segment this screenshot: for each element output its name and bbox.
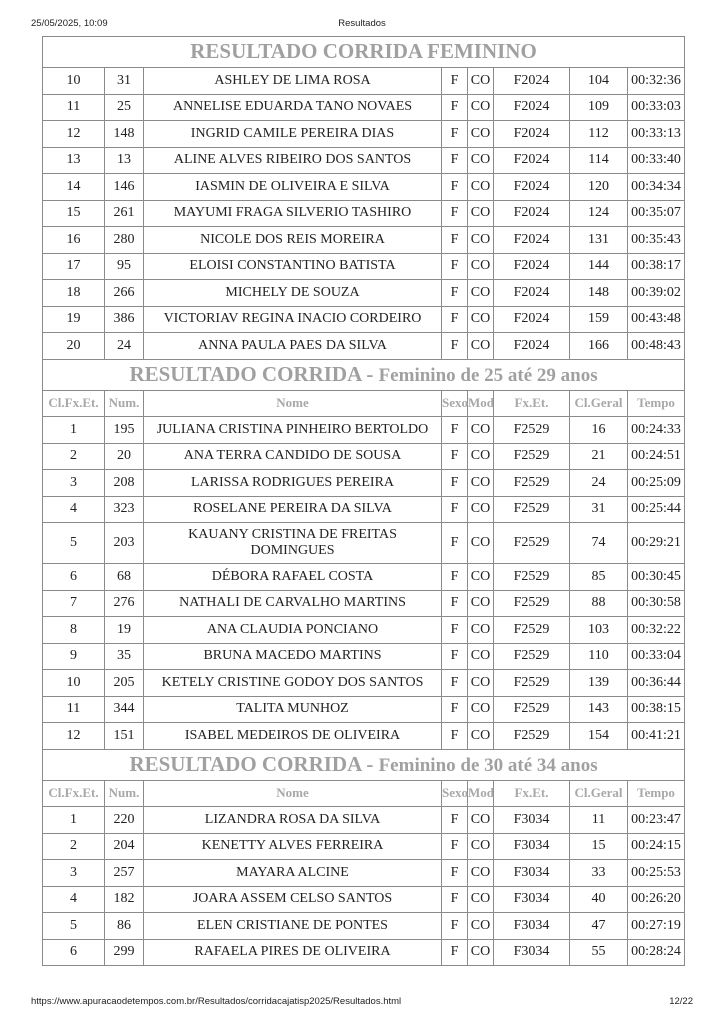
bib-cell: 205 <box>105 670 144 697</box>
column-header: Nome <box>144 780 442 807</box>
age-group-cell: F2529 <box>494 723 570 750</box>
name-cell: RAFAELA PIRES DE OLIVEIRA <box>144 939 442 966</box>
print-page-number: 12/22 <box>669 996 693 1007</box>
rank-cell: 6 <box>43 939 105 966</box>
name-cell: ELOISI CONSTANTINO BATISTA <box>144 253 442 280</box>
overall-rank-cell: 124 <box>570 200 628 227</box>
name-cell: LARISSA RODRIGUES PEREIRA <box>144 470 442 497</box>
time-cell: 00:30:58 <box>628 590 685 617</box>
time-cell: 00:25:53 <box>628 860 685 887</box>
print-url: https://www.apuracaodetempos.com.br/Resultados/corridacajatisp2025/Resultados.html <box>31 996 402 1007</box>
sex-cell: F <box>442 121 468 148</box>
age-group-cell: F3034 <box>494 807 570 834</box>
overall-rank-cell: 85 <box>570 564 628 591</box>
sex-cell: F <box>442 670 468 697</box>
bib-cell: 68 <box>105 564 144 591</box>
time-cell: 00:25:44 <box>628 496 685 523</box>
section-title-main: RESULTADO CORRIDA - <box>129 751 379 776</box>
overall-rank-cell: 24 <box>570 470 628 497</box>
mod-cell: CO <box>468 860 494 887</box>
name-cell: ASHLEY DE LIMA ROSA <box>144 68 442 95</box>
sex-cell: F <box>442 280 468 307</box>
age-group-cell: F2529 <box>494 417 570 444</box>
time-cell: 00:41:21 <box>628 723 685 750</box>
time-cell: 00:35:07 <box>628 200 685 227</box>
column-header: Fx.Et. <box>494 780 570 807</box>
mod-cell: CO <box>468 306 494 333</box>
mod-cell: CO <box>468 670 494 697</box>
bib-cell: 95 <box>105 253 144 280</box>
rank-cell: 9 <box>43 643 105 670</box>
age-group-cell: F2024 <box>494 227 570 254</box>
column-header: Sexo <box>442 780 468 807</box>
name-cell: NICOLE DOS REIS MOREIRA <box>144 227 442 254</box>
age-group-cell: F2529 <box>494 643 570 670</box>
overall-rank-cell: 166 <box>570 333 628 360</box>
rank-cell: 4 <box>43 886 105 913</box>
mod-cell: CO <box>468 833 494 860</box>
name-cell: INGRID CAMILE PEREIRA DIAS <box>144 121 442 148</box>
time-cell: 00:26:20 <box>628 886 685 913</box>
name-cell: ANNA PAULA PAES DA SILVA <box>144 333 442 360</box>
table-row <box>43 147 685 174</box>
name-cell: ROSELANE PEREIRA DA SILVA <box>144 496 442 523</box>
age-group-cell: F2024 <box>494 306 570 333</box>
column-header: Num. <box>105 390 144 417</box>
section-title-row <box>43 37 685 68</box>
bib-cell: 146 <box>105 174 144 201</box>
rank-cell: 10 <box>43 68 105 95</box>
bib-cell: 13 <box>105 147 144 174</box>
print-page-title: Resultados <box>338 18 386 29</box>
sex-cell: F <box>442 174 468 201</box>
age-group-cell: F2529 <box>494 470 570 497</box>
sex-cell: F <box>442 590 468 617</box>
age-group-cell: F2024 <box>494 174 570 201</box>
mod-cell: CO <box>468 333 494 360</box>
age-group-cell: F3034 <box>494 886 570 913</box>
time-cell: 00:27:19 <box>628 913 685 940</box>
bib-cell: 24 <box>105 333 144 360</box>
mod-cell: CO <box>468 443 494 470</box>
sex-cell: F <box>442 227 468 254</box>
table-row <box>43 496 685 523</box>
time-cell: 00:28:24 <box>628 939 685 966</box>
sex-cell: F <box>442 470 468 497</box>
name-cell: LIZANDRA ROSA DA SILVA <box>144 807 442 834</box>
time-cell: 00:48:43 <box>628 333 685 360</box>
overall-rank-cell: 103 <box>570 617 628 644</box>
bib-cell: 20 <box>105 443 144 470</box>
column-header: Tempo <box>628 780 685 807</box>
overall-rank-cell: 154 <box>570 723 628 750</box>
table-row <box>43 696 685 723</box>
overall-rank-cell: 21 <box>570 443 628 470</box>
table-row <box>43 470 685 497</box>
column-header: Num. <box>105 780 144 807</box>
sex-cell: F <box>442 417 468 444</box>
name-cell: VICTORIAV REGINA INACIO CORDEIRO <box>144 306 442 333</box>
age-group-cell: F2529 <box>494 523 570 564</box>
time-cell: 00:33:03 <box>628 94 685 121</box>
bib-cell: 276 <box>105 590 144 617</box>
bib-cell: 280 <box>105 227 144 254</box>
bib-cell: 86 <box>105 913 144 940</box>
sex-cell: F <box>442 886 468 913</box>
overall-rank-cell: 16 <box>570 417 628 444</box>
mod-cell: CO <box>468 470 494 497</box>
column-header: Cl.Geral <box>570 390 628 417</box>
overall-rank-cell: 139 <box>570 670 628 697</box>
column-header: Fx.Et. <box>494 390 570 417</box>
table-row <box>43 174 685 201</box>
mod-cell: CO <box>468 200 494 227</box>
column-header: Cl.Fx.Et. <box>43 390 105 417</box>
mod-cell: CO <box>468 523 494 564</box>
sex-cell: F <box>442 496 468 523</box>
sex-cell: F <box>442 94 468 121</box>
table-row <box>43 227 685 254</box>
table-row <box>43 94 685 121</box>
age-group-cell: F2024 <box>494 68 570 95</box>
mod-cell: CO <box>468 807 494 834</box>
bib-cell: 19 <box>105 617 144 644</box>
bib-cell: 323 <box>105 496 144 523</box>
time-cell: 00:33:13 <box>628 121 685 148</box>
name-cell: BRUNA MACEDO MARTINS <box>144 643 442 670</box>
table-row <box>43 590 685 617</box>
sex-cell: F <box>442 253 468 280</box>
rank-cell: 7 <box>43 590 105 617</box>
column-header-row <box>43 780 685 807</box>
overall-rank-cell: 40 <box>570 886 628 913</box>
overall-rank-cell: 159 <box>570 306 628 333</box>
sex-cell: F <box>442 833 468 860</box>
mod-cell: CO <box>468 913 494 940</box>
mod-cell: CO <box>468 886 494 913</box>
rank-cell: 6 <box>43 564 105 591</box>
time-cell: 00:24:51 <box>628 443 685 470</box>
rank-cell: 20 <box>43 333 105 360</box>
mod-cell: CO <box>468 147 494 174</box>
rank-cell: 5 <box>43 523 105 564</box>
rank-cell: 1 <box>43 807 105 834</box>
time-cell: 00:38:15 <box>628 696 685 723</box>
time-cell: 00:30:45 <box>628 564 685 591</box>
time-cell: 00:38:17 <box>628 253 685 280</box>
overall-rank-cell: 33 <box>570 860 628 887</box>
time-cell: 00:29:21 <box>628 523 685 564</box>
sex-cell: F <box>442 617 468 644</box>
table-row <box>43 121 685 148</box>
name-cell: MAYARA ALCINE <box>144 860 442 887</box>
overall-rank-cell: 143 <box>570 696 628 723</box>
table-row <box>43 670 685 697</box>
bib-cell: 299 <box>105 939 144 966</box>
bib-cell: 344 <box>105 696 144 723</box>
age-group-cell: F2529 <box>494 696 570 723</box>
column-header: Mod <box>468 780 494 807</box>
time-cell: 00:43:48 <box>628 306 685 333</box>
rank-cell: 17 <box>43 253 105 280</box>
table-row <box>43 564 685 591</box>
rank-cell: 11 <box>43 94 105 121</box>
name-cell: KENETTY ALVES FERREIRA <box>144 833 442 860</box>
table-row <box>43 723 685 750</box>
overall-rank-cell: 112 <box>570 121 628 148</box>
name-cell: ELEN CRISTIANE DE PONTES <box>144 913 442 940</box>
section-title-main: RESULTADO CORRIDA FEMININO <box>190 39 537 63</box>
table-row <box>43 523 685 564</box>
results-table <box>42 36 685 966</box>
column-header-row <box>43 390 685 417</box>
section-title-row <box>43 749 685 780</box>
time-cell: 00:32:22 <box>628 617 685 644</box>
name-cell: ANNELISE EDUARDA TANO NOVAES <box>144 94 442 121</box>
table-row <box>43 443 685 470</box>
rank-cell: 3 <box>43 470 105 497</box>
name-cell: ANA TERRA CANDIDO DE SOUSA <box>144 443 442 470</box>
sex-cell: F <box>442 68 468 95</box>
table-row <box>43 913 685 940</box>
age-group-cell: F2529 <box>494 564 570 591</box>
overall-rank-cell: 31 <box>570 496 628 523</box>
time-cell: 00:24:15 <box>628 833 685 860</box>
age-group-cell: F3034 <box>494 833 570 860</box>
time-cell: 00:32:36 <box>628 68 685 95</box>
age-group-cell: F3034 <box>494 939 570 966</box>
name-cell: ISABEL MEDEIROS DE OLIVEIRA <box>144 723 442 750</box>
time-cell: 00:33:04 <box>628 643 685 670</box>
table-row <box>43 200 685 227</box>
column-header: Tempo <box>628 390 685 417</box>
sex-cell: F <box>442 306 468 333</box>
section-title-category: Feminino de 30 até 34 anos <box>378 754 598 776</box>
rank-cell: 12 <box>43 723 105 750</box>
section-title-main: RESULTADO CORRIDA - <box>129 361 379 386</box>
rank-cell: 16 <box>43 227 105 254</box>
age-group-cell: F2024 <box>494 280 570 307</box>
mod-cell: CO <box>468 227 494 254</box>
rank-cell: 15 <box>43 200 105 227</box>
table-row <box>43 886 685 913</box>
rank-cell: 14 <box>43 174 105 201</box>
name-cell: NATHALI DE CARVALHO MARTINS <box>144 590 442 617</box>
time-cell: 00:33:40 <box>628 147 685 174</box>
bib-cell: 266 <box>105 280 144 307</box>
overall-rank-cell: 114 <box>570 147 628 174</box>
bib-cell: 25 <box>105 94 144 121</box>
overall-rank-cell: 144 <box>570 253 628 280</box>
table-row <box>43 939 685 966</box>
age-group-cell: F2024 <box>494 121 570 148</box>
bib-cell: 261 <box>105 200 144 227</box>
section-title <box>43 37 685 68</box>
overall-rank-cell: 88 <box>570 590 628 617</box>
column-header: Cl.Geral <box>570 780 628 807</box>
age-group-cell: F2024 <box>494 200 570 227</box>
column-header: Mod <box>468 390 494 417</box>
rank-cell: 2 <box>43 443 105 470</box>
bib-cell: 195 <box>105 417 144 444</box>
mod-cell: CO <box>468 121 494 148</box>
rank-cell: 10 <box>43 670 105 697</box>
age-group-cell: F2024 <box>494 253 570 280</box>
sex-cell: F <box>442 147 468 174</box>
mod-cell: CO <box>468 496 494 523</box>
mod-cell: CO <box>468 723 494 750</box>
sex-cell: F <box>442 443 468 470</box>
bib-cell: 220 <box>105 807 144 834</box>
column-header: Cl.Fx.Et. <box>43 780 105 807</box>
mod-cell: CO <box>468 280 494 307</box>
overall-rank-cell: 15 <box>570 833 628 860</box>
table-row <box>43 333 685 360</box>
overall-rank-cell: 110 <box>570 643 628 670</box>
table-row <box>43 68 685 95</box>
age-group-cell: F2529 <box>494 617 570 644</box>
sex-cell: F <box>442 564 468 591</box>
name-cell: MICHELY DE SOUZA <box>144 280 442 307</box>
table-row <box>43 253 685 280</box>
column-header: Sexo <box>442 390 468 417</box>
time-cell: 00:24:33 <box>628 417 685 444</box>
table-row <box>43 617 685 644</box>
section-title <box>43 749 685 780</box>
bib-cell: 35 <box>105 643 144 670</box>
name-cell: ALINE ALVES RIBEIRO DOS SANTOS <box>144 147 442 174</box>
mod-cell: CO <box>468 617 494 644</box>
overall-rank-cell: 55 <box>570 939 628 966</box>
overall-rank-cell: 120 <box>570 174 628 201</box>
rank-cell: 1 <box>43 417 105 444</box>
rank-cell: 12 <box>43 121 105 148</box>
time-cell: 00:36:44 <box>628 670 685 697</box>
name-cell: ANA CLAUDIA PONCIANO <box>144 617 442 644</box>
overall-rank-cell: 104 <box>570 68 628 95</box>
name-cell: JULIANA CRISTINA PINHEIRO BERTOLDO <box>144 417 442 444</box>
rank-cell: 5 <box>43 913 105 940</box>
age-group-cell: F3034 <box>494 860 570 887</box>
mod-cell: CO <box>468 939 494 966</box>
table-row <box>43 807 685 834</box>
age-group-cell: F2024 <box>494 333 570 360</box>
age-group-cell: F2024 <box>494 147 570 174</box>
name-cell: KETELY CRISTINE GODOY DOS SANTOS <box>144 670 442 697</box>
age-group-cell: F2024 <box>494 94 570 121</box>
sex-cell: F <box>442 523 468 564</box>
age-group-cell: F2529 <box>494 590 570 617</box>
bib-cell: 386 <box>105 306 144 333</box>
rank-cell: 13 <box>43 147 105 174</box>
rank-cell: 4 <box>43 496 105 523</box>
time-cell: 00:34:34 <box>628 174 685 201</box>
table-row <box>43 833 685 860</box>
age-group-cell: F2529 <box>494 443 570 470</box>
mod-cell: CO <box>468 643 494 670</box>
sex-cell: F <box>442 696 468 723</box>
time-cell: 00:25:09 <box>628 470 685 497</box>
name-cell: JOARA ASSEM CELSO SANTOS <box>144 886 442 913</box>
overall-rank-cell: 148 <box>570 280 628 307</box>
section-title-category: Feminino de 25 até 29 anos <box>378 364 598 386</box>
table-row <box>43 643 685 670</box>
sex-cell: F <box>442 913 468 940</box>
name-cell: MAYUMI FRAGA SILVERIO TASHIRO <box>144 200 442 227</box>
table-row <box>43 280 685 307</box>
print-datetime: 25/05/2025, 10:09 <box>31 18 108 29</box>
overall-rank-cell: 131 <box>570 227 628 254</box>
age-group-cell: F2529 <box>494 670 570 697</box>
mod-cell: CO <box>468 68 494 95</box>
rank-cell: 18 <box>43 280 105 307</box>
name-cell: DÉBORA RAFAEL COSTA <box>144 564 442 591</box>
bib-cell: 148 <box>105 121 144 148</box>
mod-cell: CO <box>468 253 494 280</box>
overall-rank-cell: 74 <box>570 523 628 564</box>
section-title-row <box>43 359 685 390</box>
rank-cell: 3 <box>43 860 105 887</box>
bib-cell: 208 <box>105 470 144 497</box>
age-group-cell: F2529 <box>494 496 570 523</box>
column-header: Nome <box>144 390 442 417</box>
bib-cell: 151 <box>105 723 144 750</box>
rank-cell: 2 <box>43 833 105 860</box>
bib-cell: 31 <box>105 68 144 95</box>
mod-cell: CO <box>468 174 494 201</box>
sex-cell: F <box>442 723 468 750</box>
sex-cell: F <box>442 939 468 966</box>
bib-cell: 182 <box>105 886 144 913</box>
table-row <box>43 417 685 444</box>
overall-rank-cell: 11 <box>570 807 628 834</box>
mod-cell: CO <box>468 590 494 617</box>
mod-cell: CO <box>468 564 494 591</box>
time-cell: 00:35:43 <box>628 227 685 254</box>
name-cell: IASMIN DE OLIVEIRA E SILVA <box>144 174 442 201</box>
bib-cell: 204 <box>105 833 144 860</box>
rank-cell: 11 <box>43 696 105 723</box>
sex-cell: F <box>442 807 468 834</box>
bib-cell: 257 <box>105 860 144 887</box>
sex-cell: F <box>442 200 468 227</box>
sex-cell: F <box>442 333 468 360</box>
time-cell: 00:39:02 <box>628 280 685 307</box>
rank-cell: 19 <box>43 306 105 333</box>
age-group-cell: F3034 <box>494 913 570 940</box>
mod-cell: CO <box>468 94 494 121</box>
table-row <box>43 306 685 333</box>
time-cell: 00:23:47 <box>628 807 685 834</box>
table-row <box>43 860 685 887</box>
section-title <box>43 359 685 390</box>
sex-cell: F <box>442 860 468 887</box>
rank-cell: 8 <box>43 617 105 644</box>
sex-cell: F <box>442 643 468 670</box>
overall-rank-cell: 109 <box>570 94 628 121</box>
bib-cell: 203 <box>105 523 144 564</box>
name-cell: TALITA MUNHOZ <box>144 696 442 723</box>
mod-cell: CO <box>468 417 494 444</box>
name-cell: KAUANY CRISTINA DE FREITAS DOMINGUES <box>144 523 442 564</box>
overall-rank-cell: 47 <box>570 913 628 940</box>
mod-cell: CO <box>468 696 494 723</box>
